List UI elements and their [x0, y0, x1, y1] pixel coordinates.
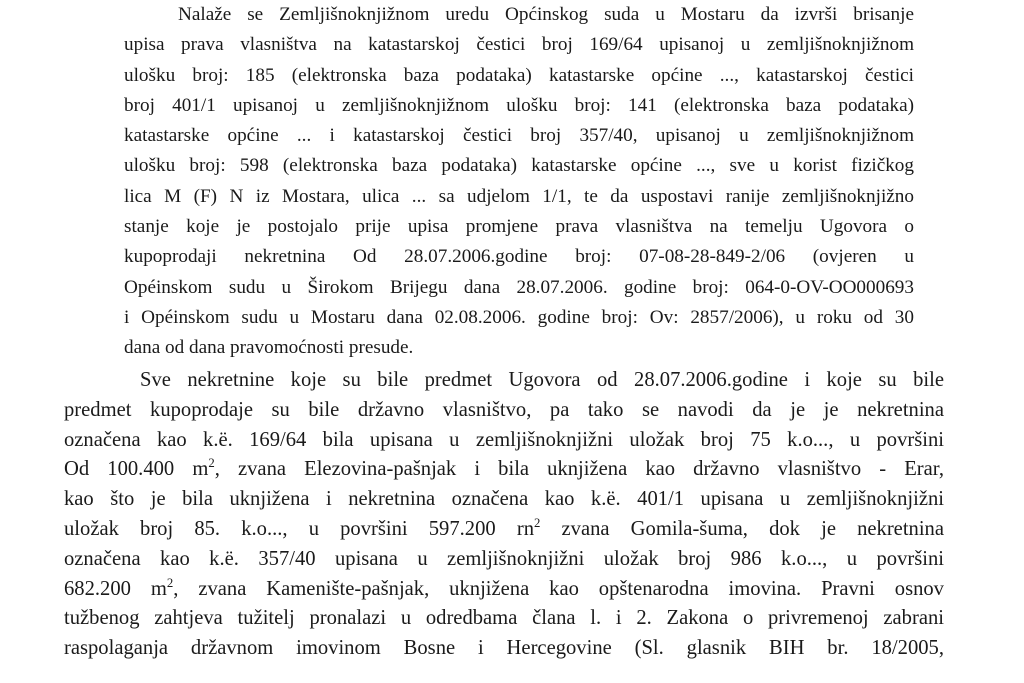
text-line: raspolaganja državnom imovinom Bosne i Hercegovine (Sl. glasnik BIH br. 18/2005, [64, 637, 944, 660]
text-line: označena kao k.ë. 169/64 bila upisana u zemljišnoknjižni uložak broj 75 k.o..., u površini [64, 428, 944, 451]
text-segment: zvana Gomila-šuma, dok je nekretnina [540, 517, 944, 540]
text-line: tužbenog zahtjeva tužitelj pronalazi u odredbama člana l. i 2. Zakona o privremenoj zabrani [64, 607, 944, 630]
text-line: upisa prava vlasništva na katastarskoj čestici broj 169/64 upisanoj u zemljišnoknjižnom [124, 34, 914, 56]
text-segment: uložak broj 85. k.o..., u površini 597.200 rn [64, 517, 534, 540]
text-segment: 682.200 m [64, 577, 167, 600]
paragraph-court-order [124, 0, 914, 364]
text-line: lica M (F) N iz Mostara, ulica ... sa udjelom 1/1, te da uspostavi ranije zemljišnoknjižno [124, 185, 914, 207]
text-segment: , zvana Elezovina-pašnjak i bila uknjižena kao državno vlasništvo - Erar, [214, 458, 944, 481]
text-line: Opéinskom sudu u Širokom Brijegu dana 28.07.2006. godine broj: 064-0-OV-OO000693 [124, 276, 914, 298]
text-line: predmet kupoprodaje su bile državno vlasništvo, pa tako se navodi da je je nekretnina [64, 398, 944, 421]
text-line: označena kao k.ë. 357/40 upisana u zemljišnoknjižni uložak broj 986 k.o..., u površini [64, 547, 944, 570]
text-line: Sve nekretnine koje su bile predmet Ugovora od 28.07.2006.godine i koje su bile [140, 369, 944, 391]
text-line [64, 575, 944, 605]
text-segment: Od 100.400 m [64, 458, 209, 481]
superscript: 2 [534, 516, 541, 531]
text-line: katastarske općine ... i katastarskoj čestici broj 357/40, upisanoj u zemljišnoknjižnom [124, 125, 914, 147]
text-line: i Opéinskom sudu u Mostaru dana 02.08.2006. godine broj: Ov: 2857/2006), u roku od 30 [124, 306, 914, 328]
superscript: 2 [166, 575, 174, 590]
text-line: kupoprodaji nekretnina Od 28.07.2006.godine broj: 07-08-28-849-2/06 (ovjeren u [124, 246, 914, 268]
text-line: broj 401/1 upisanoj u zemljišnoknjižnom ulošku broj: 141 (elektronska baza podataka) [124, 94, 914, 116]
superscript: 2 [208, 456, 215, 471]
text-line: ulošku broj: 598 (elektronska baza podataka) katastarske općine ..., sve u korist fizičkog [124, 155, 914, 177]
text-line: ulošku broj: 185 (elektronska baza podataka) katastarske općine ..., katastarskoj čestici [124, 64, 914, 86]
text-line: kao što je bila uknjižena i nekretnina označena kao k.ë. 401/1 upisana u zemljišnoknjižni [64, 488, 944, 511]
text-line [64, 455, 944, 485]
paragraph-property-description [64, 366, 944, 664]
text-segment: , zvana Kamenište-pašnjak, uknjižena kao opštenarodna imovina. Pravni osnov [173, 577, 944, 600]
text-line: stanje koje je postojalo prije upisa promjene prava vlasništva na temelju Ugovora o [124, 216, 914, 238]
text-line [64, 515, 944, 545]
text-line: dana od dana pravomoćnosti presude. [124, 337, 414, 359]
text-line: Nalaže se Zemljišnoknjižnom uredu Općinskog suda u Mostaru da izvrši brisanje [178, 4, 914, 25]
